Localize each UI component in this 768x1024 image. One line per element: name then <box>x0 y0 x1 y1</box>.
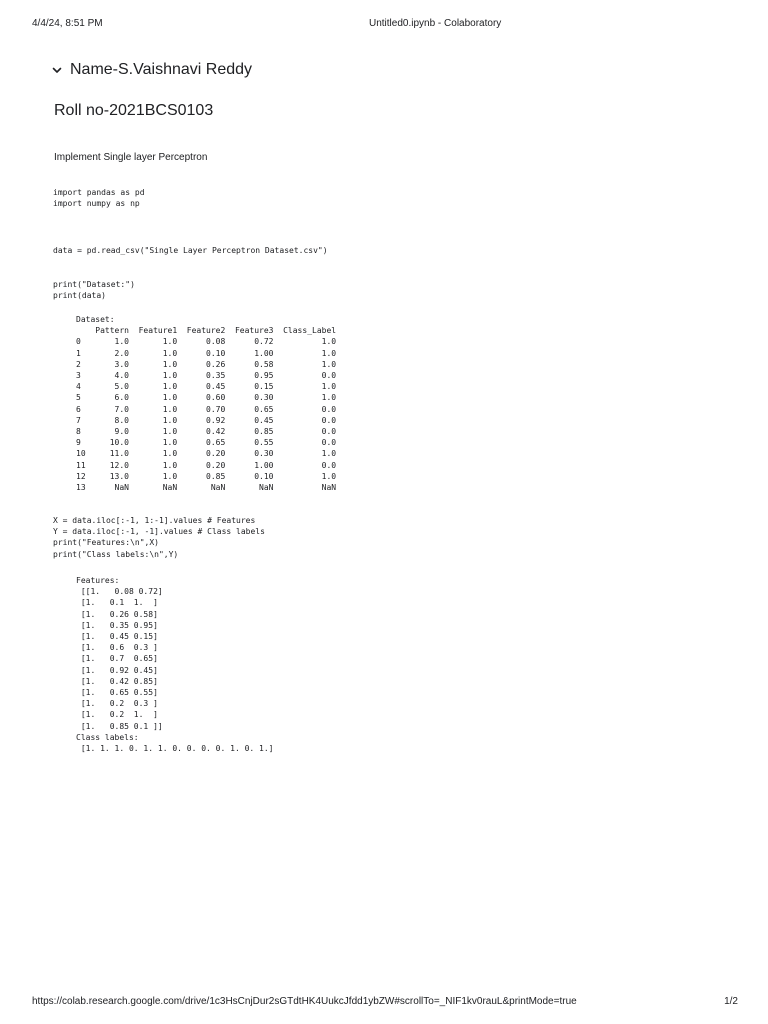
document-title: Untitled0.ipynb - Colaboratory <box>369 18 502 29</box>
section-heading-name <box>48 58 252 82</box>
code-cell-print-dataset[interactable]: print("Dataset:") print(data) <box>53 280 135 301</box>
print-datetime: 4/4/24, 8:51 PM <box>32 18 103 29</box>
heading-roll-no: Roll no-2021BCS0103 <box>54 102 214 119</box>
code-cell-features[interactable]: X = data.iloc[:-1, 1:-1].values # Features Y = data.iloc[:-1, -1].values # Class labels print("Features:\n",X) print("Class labels:\n",Y) <box>53 516 265 559</box>
page-number: 1/2 <box>724 996 738 1007</box>
print-header <box>32 18 736 32</box>
heading-name-text: Name-S.Vaishnavi Reddy <box>70 61 253 78</box>
code-cell-read-csv[interactable]: data = pd.read_csv("Single Layer Perceptron Dataset.csv") <box>53 246 328 255</box>
task-description: Implement Single layer Perceptron <box>54 152 208 163</box>
print-footer <box>32 996 738 1010</box>
cell-output-dataset: Dataset: Pattern Feature1 Feature2 Feature3 Class_Label 0 1.0 1.0 0.08 0.72 1.0 1 2.0 1.0 0.10 1.00 1.0 2 3.0 1.0 0.26 0.58 1.0 3 4.0 1.0 0.35 0.95 0.0 4 5.0 1.0 0.45 0.15 1.0 5 6.0 1.0 0.60 0.30 1.0 6 7.0 1.0 0.70 0.65 0.0 7 8.0 1.0 0.92 0.45 0.0 8 9.0 1.0 0.42 0.85 0.0 9 10.0 1.0 0.65 0.55 0.0 10 11.0 1.0 0.20 0.30 1.0 11 12.0 1.0 0.20 1.00 0.0 12 13.0 1.0 0.85 0.10 1.0 13 NaN NaN NaN NaN NaN <box>76 315 337 493</box>
chevron-down-icon[interactable] <box>48 61 66 79</box>
code-cell-imports[interactable]: import pandas as pd import numpy as np <box>53 188 145 209</box>
cell-output-features: Features: [[1. 0.08 0.72] [1. 0.1 1. ] [1. 0.26 0.58] [1. 0.35 0.95] [1. 0.45 0.15] [1. 0.6 0.3 ] [1. 0.7 0.65] [1. 0.92 0.45] [1. 0.42 0.85] [1. 0.65 0.55] [1. 0.2 0.3 ] [1. 0.2 1. ] [1. 0.85 0.1 ]] Class labels: [1. 1. 1. 0. 1. 1. 0. 0. 0. 0. 1. 0. 1.] <box>76 576 274 754</box>
page-url: https://colab.research.google.com/drive/1c3HsCnjDur2sGTdtHK4UukcJfdd1ybZW#scrollTo=_NIF1kv0rauL&printMode=true <box>32 996 577 1007</box>
